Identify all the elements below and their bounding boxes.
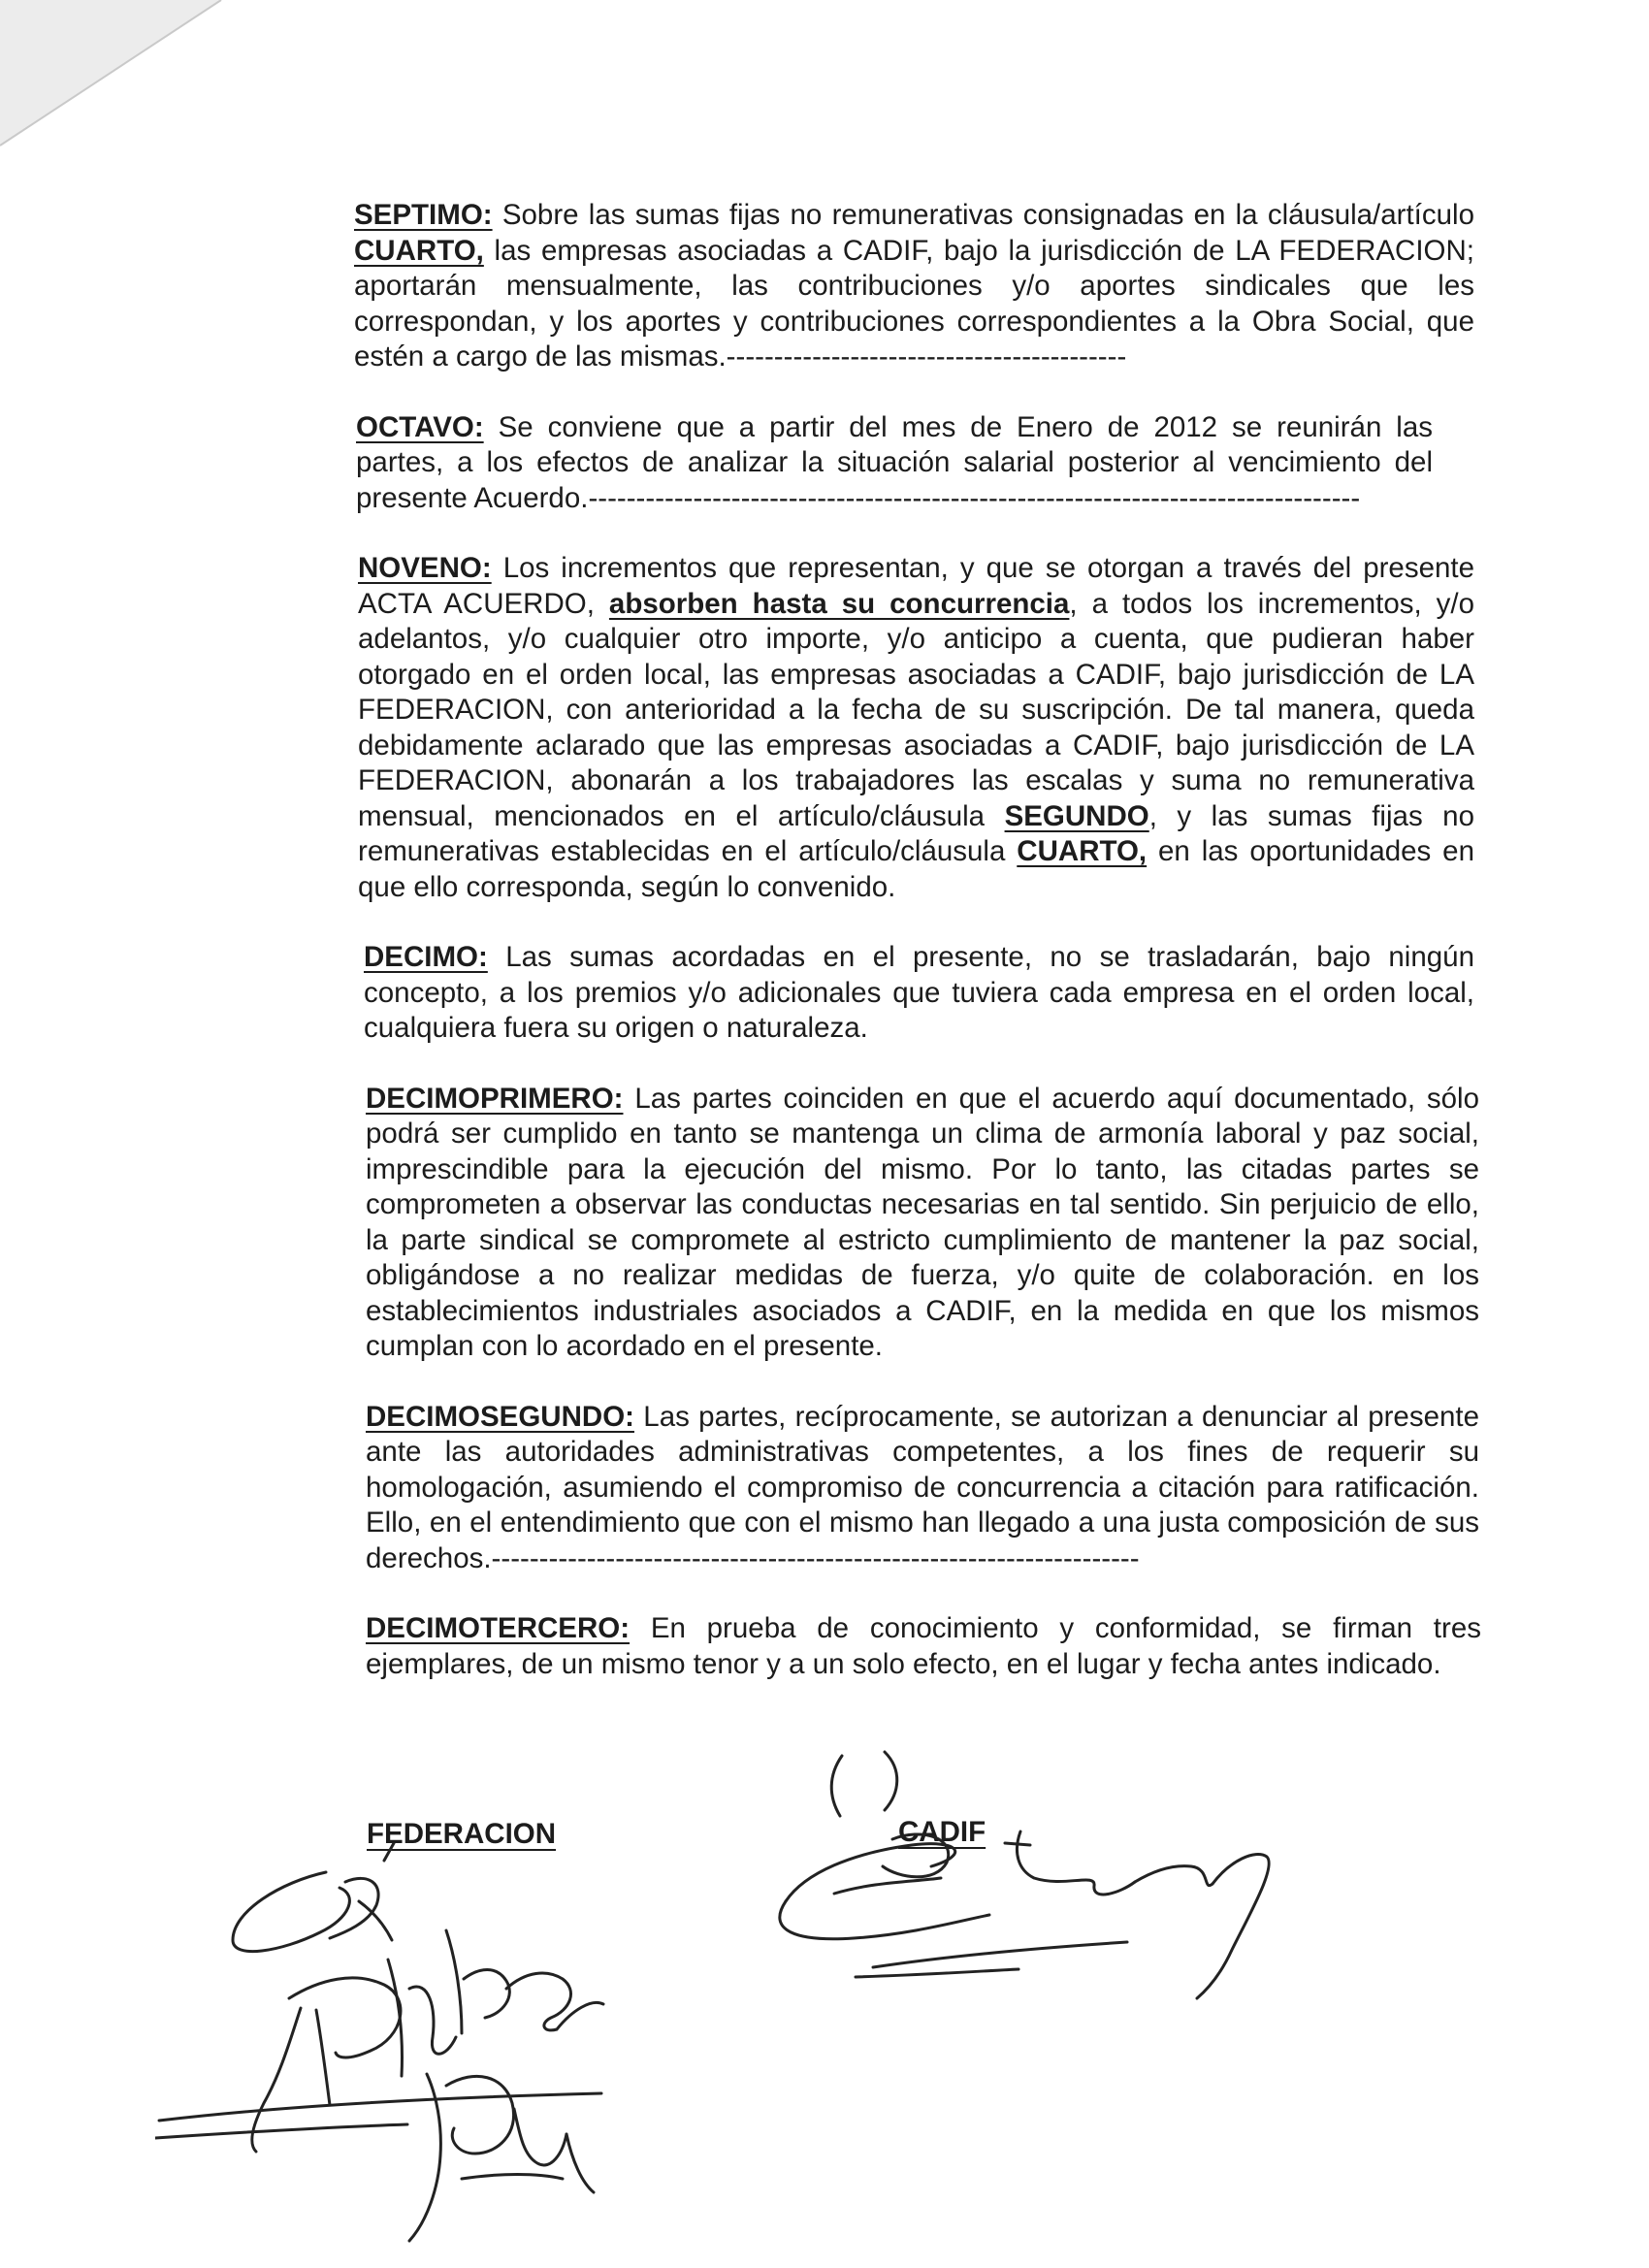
clause-decimoprimero: [366, 1082, 1479, 1365]
clause-text-run: , bajo jurisdicción de: [1155, 729, 1439, 761]
clause-text-run: , bajo jurisdicción de: [1157, 658, 1439, 691]
cadif-handwritten-signature: [728, 1736, 1310, 2018]
clause-text-run: .: [874, 1330, 883, 1362]
clause-text-run: Las partes, recíprocamente, se autorizan a denunciar al presente ante las autoridades administrativas competentes, a los fines de requerir su homologación, asumiendo el compromiso de concurrencia a citación para ratificación. Ello, en el entendimiento que con el mismo han llegado a una justa composición de sus derechos.--------------------------------------------------------------------: [366, 1400, 1479, 1574]
clause-text-run: Los incrementos que representan, y que se otorgan a través del presente: [491, 552, 1474, 584]
clause-text-run: En prueba de conocimiento y conformidad, se firman tres ejemplares, de un mismo tenor y a un solo efecto, en el lugar y fecha antes indicado.: [366, 1612, 1481, 1680]
clause-text-run: SEGUNDO: [1004, 799, 1149, 832]
clause-text-run: , abonarán a los trabajadores las escalas y suma no remunerativa mensual, mencionados en el artículo/cláusula: [358, 764, 1474, 832]
clause-heading: NOVENO:: [358, 552, 492, 584]
clause-decimotercero: [366, 1611, 1481, 1682]
clause-text-run: , y las sumas fijas no remunerativas establecidas en el artículo/cláusula: [358, 799, 1474, 867]
clause-text-run: LA FEDERACION: [358, 658, 1475, 726]
clause-text-run: Sobre las sumas fijas no remunerativas consignadas en la cláusula/artículo: [492, 199, 1474, 231]
clause-octavo: [356, 410, 1433, 517]
clause-decimosegundo: [366, 1400, 1479, 1577]
clause-text-run: , en la medida en que los mismos cumplan con lo acordado en el presente: [366, 1294, 1479, 1362]
clause-heading: SEPTIMO:: [354, 199, 493, 231]
clause-text-run: De tal manera, queda debidamente aclarado que las empresas asociadas a: [358, 694, 1474, 761]
clause-text-run: , a todos los incrementos, y/o adelantos, y/o cualquier otro importe, y/o anticipo a cuenta, que pudieran haber otorgado en el orden local, las empresas asociadas a: [358, 587, 1475, 691]
clause-text-run: CADIF: [842, 234, 926, 267]
clause-heading: DECIMOTERCERO:: [366, 1612, 630, 1644]
clause-text-run: las empresas asociadas a: [483, 234, 843, 267]
clause-text-run: CADIF: [1075, 658, 1158, 691]
clause-text-run: CADIF: [925, 1294, 1009, 1327]
clause-text-run: en las oportunidades en que ello corresponda, según lo convenido.: [358, 835, 1475, 903]
clause-text-run: ,: [545, 694, 566, 726]
clause-text-run: CUARTO,: [354, 234, 484, 267]
clause-text-run: absorben hasta su concurrencia: [608, 587, 1070, 620]
clause-text-run: se trasladarán, bajo ningún concepto, a los premios y/o adicionales que tuviera cada empresa en el orden local, cualquiera fuera su origen o naturaleza.: [364, 941, 1474, 1044]
signature-label-federacion: FEDERACION: [367, 1818, 557, 1850]
clause-text-run: CUARTO,: [1017, 835, 1148, 867]
clause-septimo: [354, 198, 1474, 375]
clause-text-run: Las sumas acordadas en el presente,: [487, 941, 1051, 973]
clause-text-run: no: [1050, 941, 1083, 973]
clause-heading: DECIMO:: [364, 941, 488, 973]
clause-text-run: , bajo la jurisdicción de: [925, 234, 1236, 267]
folded-corner-mark: [0, 0, 233, 175]
clause-text-run: ,: [586, 587, 609, 620]
signature-label-cadif: CADIF: [898, 1816, 986, 1848]
clause-text-run: con anterioridad a la fecha de su suscripción.: [566, 694, 1173, 726]
federacion-handwritten-signature: [155, 1843, 737, 2251]
clause-heading: OCTAVO:: [356, 410, 484, 443]
clause-decimo: [364, 940, 1474, 1047]
clause-text-run: LA FEDERACION: [358, 729, 1474, 796]
document-body: [354, 198, 1481, 1682]
clause-text-run: Las partes coinciden en que el acuerdo aquí documentado, sólo podrá ser cumplido en tanto se mantenga un clima de armonía laboral y paz social, imprescindible para la ejecución del mismo. Por lo tanto, las citadas partes se comprometen a observar las conductas necesarias en tal sentido. Sin perjuicio de ello, la parte sindical se compromete al estricto cumplimiento de mantener la paz social, obligándose a no realizar medidas de fuerza, y/o quite de colaboración. en los establecimientos industriales asociados a: [366, 1082, 1479, 1327]
clause-text-run: Se conviene que a partir del mes de Enero de 2012 se reunirán las partes, a los efectos de analizar la situación salarial posterior al vencimiento del presente Acuerdo.---------------------------------------------------------------------------------: [356, 410, 1433, 514]
clause-noveno: [358, 551, 1474, 905]
clause-text-run: ACTA ACUERDO: [358, 587, 587, 620]
clause-text-run: CADIF: [1072, 729, 1156, 761]
clause-text-run: LA FEDERACION: [1235, 234, 1467, 267]
clause-heading: DECIMOSEGUNDO:: [366, 1400, 634, 1433]
clause-text-run: ; aportarán mensualmente, las contribuciones y/o aportes sindicales que les correspondan, y los aportes y contribuciones correspondientes a la Obra Social, que estén a cargo de las mismas.------------------------------------------: [354, 234, 1474, 373]
clause-heading: DECIMOPRIMERO:: [366, 1082, 624, 1115]
